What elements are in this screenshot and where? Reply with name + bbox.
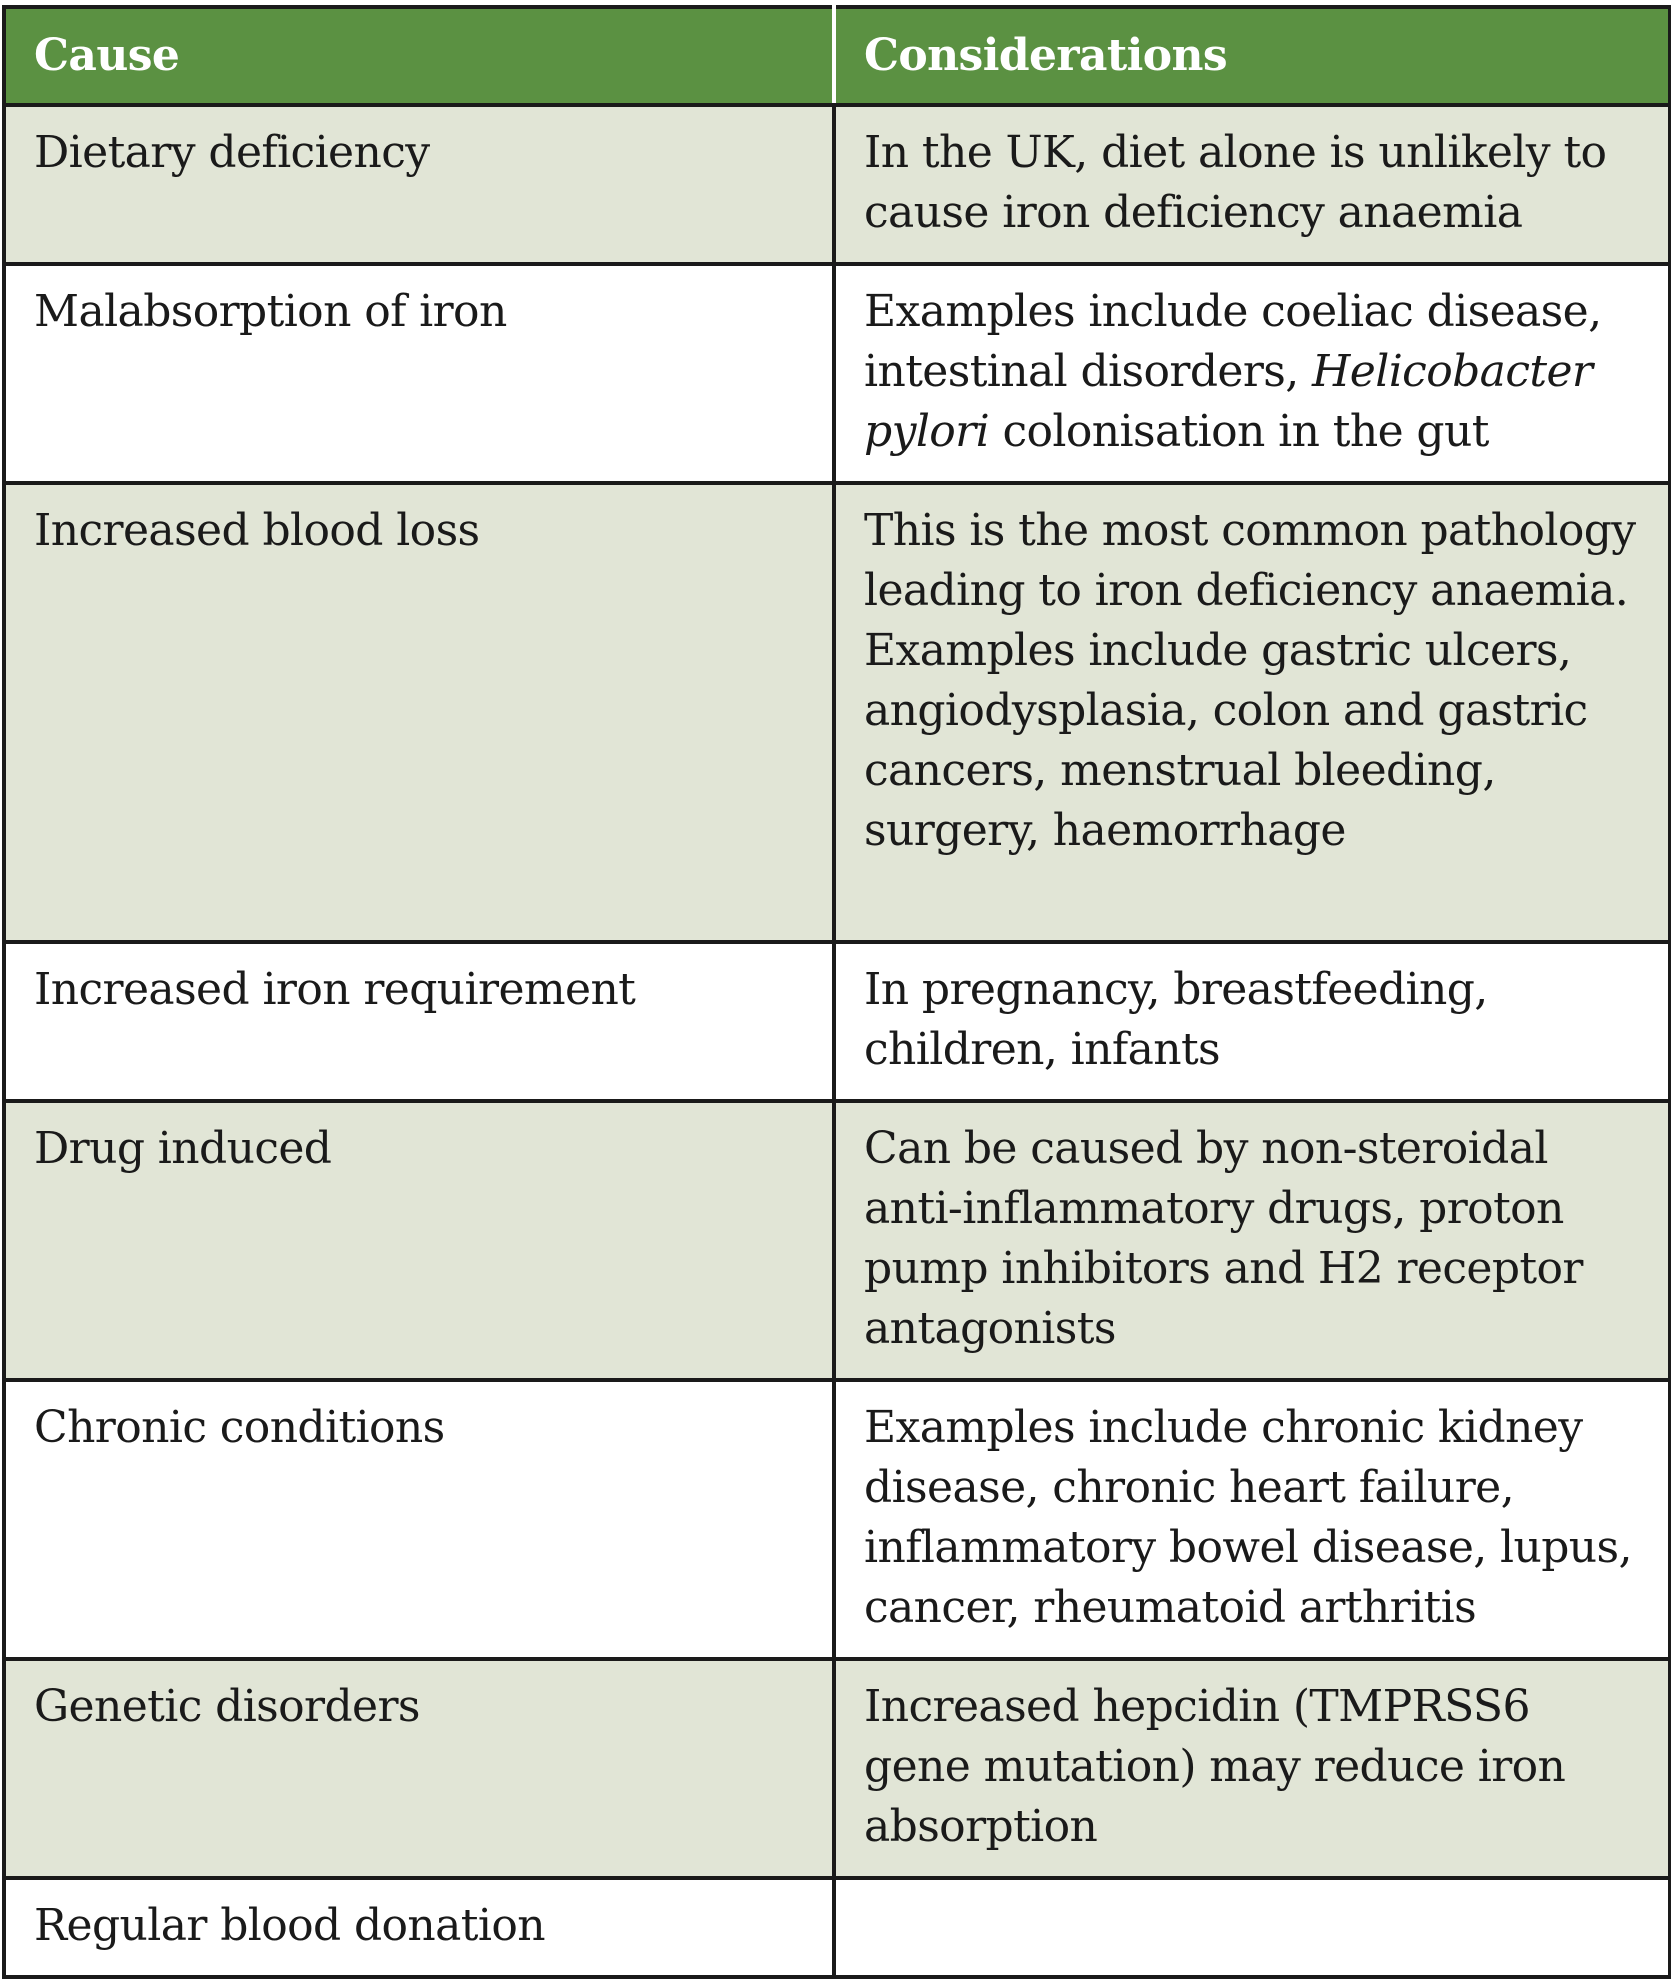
table-row — [4, 264, 1670, 483]
cause-cell: Malabsorption of iron — [4, 264, 834, 483]
table-row — [4, 483, 1670, 942]
considerations-text: Examples include coeliac disease, intestinal disorders, — [864, 286, 1602, 397]
table-row — [4, 1380, 1670, 1659]
cause-cell: Increased iron requirement — [4, 942, 834, 1101]
considerations-cell: Can be caused by non-steroidal anti-inflammatory drugs, proton pump inhibitors and H2 receptor antagonists — [834, 1101, 1670, 1380]
considerations-cell — [834, 1878, 1670, 1977]
cause-cell: Drug induced — [4, 1101, 834, 1380]
table-row — [4, 1878, 1670, 1977]
species-name: Helicobacter pylori — [864, 346, 1593, 457]
considerations-cell: This is the most common pathology leading to iron deficiency anaemia. Examples include gastric ulcers, angiodysplasia, colon and gastric cancers, menstrual bleeding, surgery, haemorrhage — [834, 483, 1670, 942]
cause-cell: Genetic disorders — [4, 1659, 834, 1878]
cause-cell: Chronic conditions — [4, 1380, 834, 1659]
cause-cell: Regular blood donation — [4, 1878, 834, 1977]
table-row — [4, 105, 1670, 264]
header-row — [4, 7, 1670, 105]
considerations-text: colonisation in the gut — [989, 406, 1489, 457]
considerations-cell: Examples include chronic kidney disease, chronic heart failure, inflammatory bowel disease, lupus, cancer, rheumatoid arthritis — [834, 1380, 1670, 1659]
causes-table — [2, 5, 1671, 1979]
considerations-cell — [834, 264, 1670, 483]
table-row — [4, 1101, 1670, 1380]
header-considerations: Considerations — [834, 7, 1670, 105]
considerations-cell: Increased hepcidin (TMPRSS6 gene mutation) may reduce iron absorption — [834, 1659, 1670, 1878]
header-cause: Cause — [4, 7, 834, 105]
considerations-cell: In the UK, diet alone is unlikely to cause iron deficiency anaemia — [834, 105, 1670, 264]
table-row — [4, 1659, 1670, 1878]
cause-cell: Increased blood loss — [4, 483, 834, 942]
table-row — [4, 942, 1670, 1101]
cause-cell: Dietary deficiency — [4, 105, 834, 264]
considerations-cell: In pregnancy, breastfeeding, children, infants — [834, 942, 1670, 1101]
